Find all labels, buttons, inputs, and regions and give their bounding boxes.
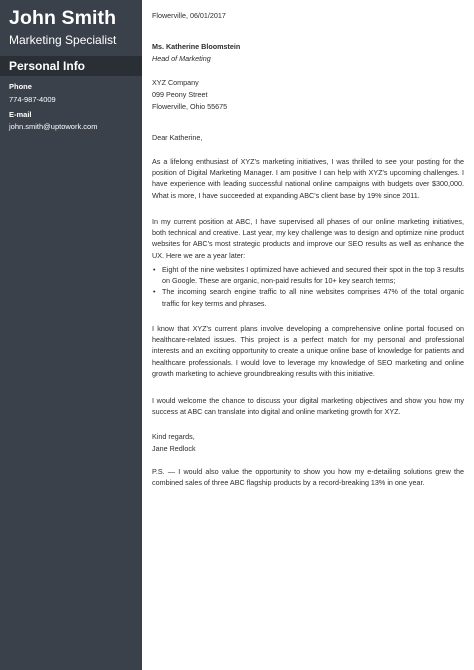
list-item-text: The incoming search engine traffic to all nine websites comprises 47% of the total organic traffic for key terms and phrases. [162,287,464,308]
postscript: P.S. — I would also value the opportunity to show you how my e-detailing solutions grew the combined sales of three ABC flagship products by a record-breaking 13% in one year. [152,467,464,488]
phone-label: Phone [9,82,32,91]
paragraph-2: In my current position at ABC, I have supervised all phases of our online marketing initiatives, both technical and creative. Last year, my key challenge was to design and optimize nine product websites for ABC's most strategic products and improve our SEO results as well as enhance the UX. Here we are a year later: [152,217,464,260]
sidebar [0,0,142,670]
paragraph-3: I know that XYZ's current plans involve developing a comprehensive online portal focused on healthcare-related issues. This project is a perfect match for my personal and professional interests and an exciting opportunity to create a unique online base of knowledge for patients and healthcare professionals. I would love to leverage my knowledge of SEO marketing and online growth marketing to achieve groundbreaking results with this initiative. [152,324,464,378]
phone-value: 774-987-4009 [9,95,56,104]
list-item-text: Eight of the nine websites I optimized have achieved and secured their spot in the top 3 results on Google. These are organic, non-paid results for 10+ key search terms; [162,265,464,286]
achievements-list [152,264,464,309]
personal-info-title: Personal Info [9,59,86,73]
applicant-title: Marketing Specialist [9,33,117,47]
email-label: E-mail [9,110,32,119]
company-street: 099 Peony Street [152,90,208,99]
bullet-icon: • [153,265,156,274]
greeting: Dear Katherine, [152,133,203,142]
paragraph-1: As a lifelong enthusiast of XYZ's marketing initiatives, I was thrilled to see your posting for the position of Digital Marketing Manager. I am positive I can help with XYZ's upcoming challenges. I have experience with leading successful national online campaigns with budgets over $300,000. What is more, I have succeeded at expanding ABC's client base by 19% since 2011. [152,157,464,200]
recipient-name: Ms. Katherine Bloomstein [152,42,241,51]
email-value: john.smith@uptowork.com [9,122,98,131]
list-item [152,286,464,308]
company-city: Flowerville, Ohio 55675 [152,102,228,111]
list-item [152,264,464,286]
company-name: XYZ Company [152,78,199,87]
recipient-title: Head of Marketing [152,54,211,63]
closing: Kind regards, [152,432,195,441]
paragraph-4: I would welcome the chance to discuss your digital marketing objectives and show you how my success at ABC can translate into digital and online marketing growth for XYZ. [152,396,464,417]
applicant-name: John Smith [9,7,117,29]
bullet-icon: • [153,287,156,297]
signature-name: Jane Redlock [152,444,196,453]
personal-info-header [0,56,142,76]
date-line: Flowerville, 06/01/2017 [152,11,226,20]
